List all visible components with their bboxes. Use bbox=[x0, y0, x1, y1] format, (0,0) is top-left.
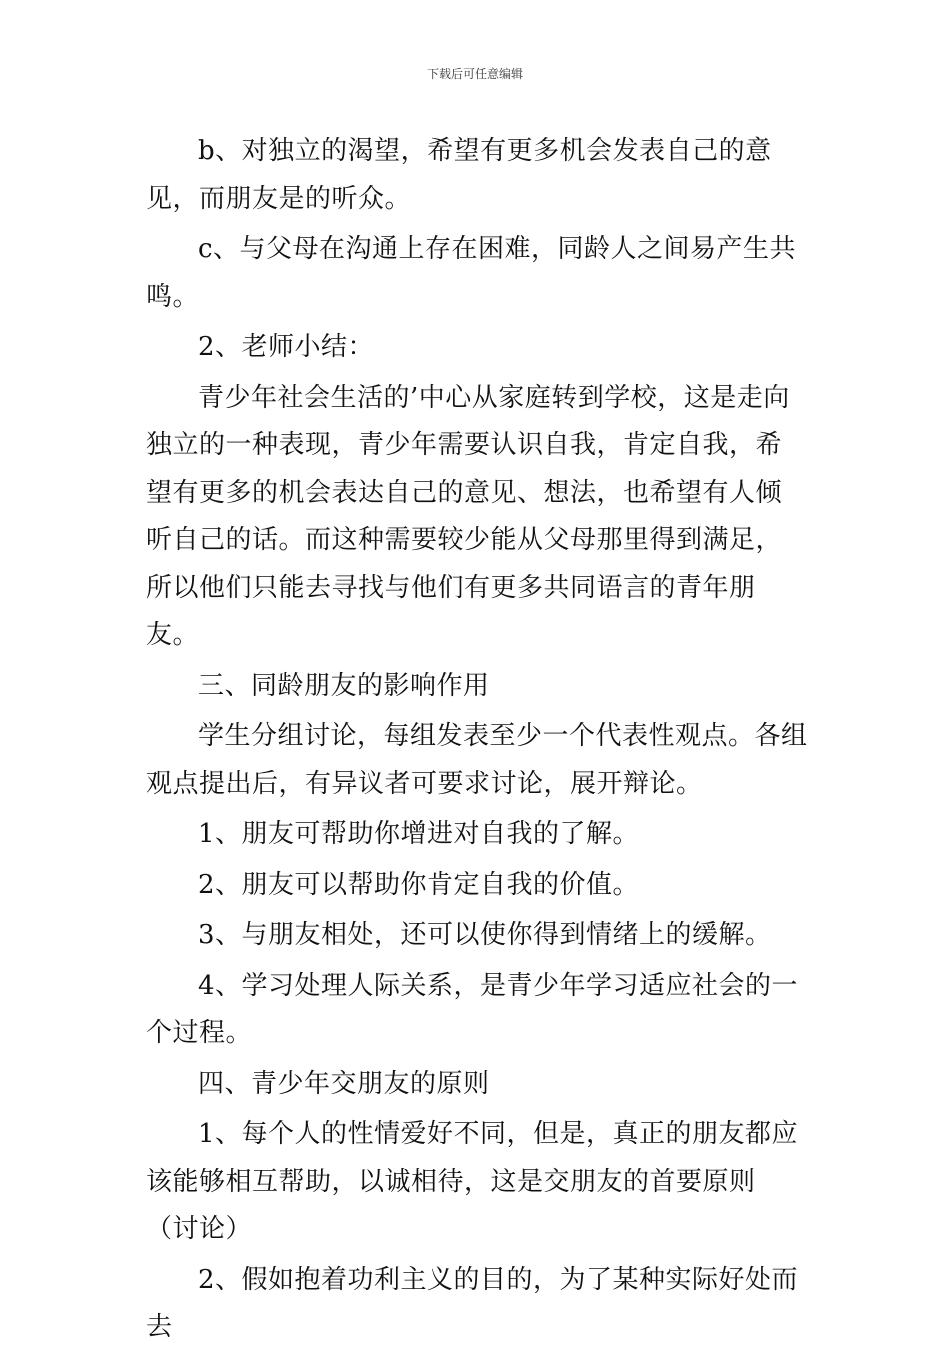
paragraph: 学生分组讨论，每组发表至少一个代表性观点。各组观点提出后，有异议者可要求讨论，展开辩论。 bbox=[146, 721, 808, 799]
document-body bbox=[146, 128, 808, 1355]
list-item: 1、每个人的性情爱好不同，但是，真正的朋友都应该能够相互帮助，以诚相待，这是交朋友的首要原则（讨论） bbox=[146, 1119, 799, 1244]
section-heading: 四、青少年交朋友的原则 bbox=[198, 1068, 490, 1099]
list-item: 2、假如抱着功利主义的目的，为了某种实际好处而去 bbox=[146, 1264, 799, 1342]
section-heading: 三、同龄朋友的影响作用 bbox=[198, 670, 490, 701]
list-item: 4、学习处理人际关系，是青少年学习适应社会的一个过程。 bbox=[146, 970, 799, 1048]
paragraph: 青少年社会生活的’中心从家庭转到学校，这是走向独立的一种表现，青少年需要认识自我，肯定自我，希望有更多的机会表达自己的意见、想法，也希望有人倾听自己的话。而这种需要较少能从父母那里得到满足，所以他们只能去寻找与他们有更多共同语言的青年朋友。 bbox=[146, 382, 790, 650]
list-item: 1、朋友可帮助你增进对自我的了解。 bbox=[198, 819, 640, 849]
list-item: 2、朋友可以帮助你肯定自我的价值。 bbox=[198, 869, 640, 900]
paragraph: b、对独立的渴望，希望有更多机会发表自己的意见，而朋友是的听众。 bbox=[146, 136, 772, 214]
page-header: 下载后可任意编辑 bbox=[426, 67, 523, 81]
paragraph: 2、老师小结： bbox=[198, 332, 375, 362]
list-item: 3、与朋友相处，还可以使你得到情绪上的缓解。 bbox=[198, 920, 772, 950]
paragraph: c、与父母在沟通上存在困难，同龄人之间易产生共鸣。 bbox=[146, 234, 797, 312]
